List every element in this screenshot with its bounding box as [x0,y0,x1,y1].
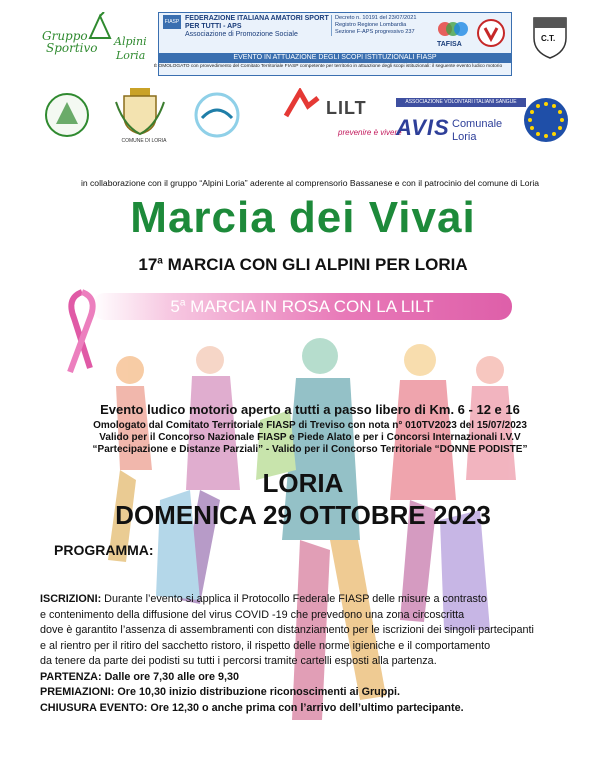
avis-comunale [452,118,502,144]
partenza-line: PARTENZA: Dalle ore 7,30 alle ore 9,30 [40,670,240,683]
pink-label: MARCIA IN ROSA CON LA LILT [185,297,434,316]
marcia-rosa-text [92,297,512,317]
omologazione-block [40,420,580,456]
avis-title: AVIS [396,115,450,140]
programma-body [40,592,600,716]
edition-number: 17 [138,255,158,274]
comune-text: COMUNE DI LORIA [121,138,167,144]
iscrizioni-text: dove è garantito l’assenza di assembramenti con distanziamento per le iscrizioni dei singoli partecipanti [40,624,534,636]
iscrizioni-label: ISCRIZIONI: [40,593,102,605]
omologato-note: È OMOLOGATO con provvedimento del Comitato Territoriale FIASP competente per territorio in attuazione degli scopi istituzionali: il seguente evento ludico motorio [154,64,503,69]
iscrizioni-text: Durante l’evento si applica il Protocollo Federale FIASP delle misure a contrasto [101,593,487,605]
alpini-hat-icon [88,12,112,42]
avis-band: ASSOCIAZIONE VOLONTARI ITALIANI SANGUE [396,98,526,107]
location-title: LORIA [262,468,344,498]
lilt-title: LILT [326,98,367,118]
subtitle-text: MARCIA CON GLI ALPINI PER LORIA [162,255,468,274]
avis-comunale-text: Comunale [452,118,503,130]
fiasp-org-text: FEDERAZIONE ITALIANA AMATORI SPORT PER TUTTI - APS [185,15,329,30]
programma-heading: PROGRAMMA: [54,542,154,558]
sezione-text: Sezione F-APS progressivo 237 [335,29,415,35]
omologato-line: Omologato dal Comitato Territoriale FIASP di Treviso con nota n° 010TV2023 del 15/07/2023 [93,420,527,431]
eu-stars-icon [522,96,570,144]
pink-sup: a [179,297,186,309]
ct-shield-logo [530,12,570,60]
loria-logo-text: Loria [116,49,146,62]
iscrizioni-text: e contenimento della diffusione del virus COVID -19 che prevedono una zona circoscritta [40,608,465,621]
ct-shield-text: C.T. [541,34,556,43]
tafisa-logo [431,19,473,49]
registro-text: Registro Regione Lombardia [335,22,407,28]
iscrizioni-text: da tenere da parte dei podisti su tutti i percorsi tramite cartelli esposti alla partenza. [40,655,437,667]
omologato-line: Valido per il Concorso Nazionale FIASP e Piede Alato e per i Concorsi Internazionali I.V.V [99,432,521,443]
marcia-alpini-subtitle [0,255,606,275]
fiasp-decreto [331,15,430,36]
tafisa-swirl-icon [431,19,473,41]
pink-number: 5 [170,297,180,316]
tafisa-text: TAFISA [437,41,462,48]
sportivo-text: Sportivo [46,41,98,55]
gruppo-sportivo-alpini-logo [42,12,152,68]
gruppo-text: Gruppo [42,29,88,43]
evento-istituzionale-band: EVENTO IN ATTUAZIONE DEGLI SCOPI ISTITUZIONALI FIASP [159,53,511,63]
ivv-emblem-icon [477,19,505,47]
alpini-text: Alpini [114,35,147,48]
event-date: DOMENICA 29 OTTOBRE 2023 [115,500,491,530]
comune-loria-logo [112,86,168,148]
alpini-round-logo-icon [44,92,90,138]
avis-loria-text: Loria [452,131,477,143]
evento-ludico-text: Evento ludico motorio aperto a tutti a passo libero di Km. 6 - 12 e 16 [100,402,520,417]
fiasp-assoc-text: Associazione di Promozione Sociale [185,31,298,38]
fiasp-logo: FIASP [163,15,181,29]
lilt-slogan: prevenire è vivere [338,128,402,137]
collaborazione-text: in collaborazione con il gruppo “Alpini Loria” aderente al comprensorio Bassanese e con il patrocinio del comune di Loria [80,178,540,188]
premiazioni-line: PREMIAZIONI: Ore 10,30 inizio distribuzione riconoscimenti ai Gruppi. [40,686,400,698]
lilt-ribbon-icon [282,88,322,120]
coat-of-arms-icon [112,86,168,136]
fiasp-org-name [185,15,335,39]
main-title: Marcia dei Vivai [130,193,476,242]
marcia-logo-icon [192,92,242,138]
decreto-text: Decreto n. 10191 del 23/07/2021 [335,15,417,21]
chiusura-line: CHIUSURA EVENTO: Ore 12,30 o anche prima con l’arrivo dell’ultimo partecipante. [40,701,464,714]
edition-sup: a [157,255,163,267]
omologato-line: “Partecipazione e Distanze Parziali” - Valido per il Concorso Territoriale “DONNE PODISTE” [92,444,528,455]
iscrizioni-text: e al rientro per il ritiro del sacchetto ristoro, il rispetto delle norme igieniche e il comportamento [40,639,491,652]
iscrizioni-line-1 [40,592,600,608]
